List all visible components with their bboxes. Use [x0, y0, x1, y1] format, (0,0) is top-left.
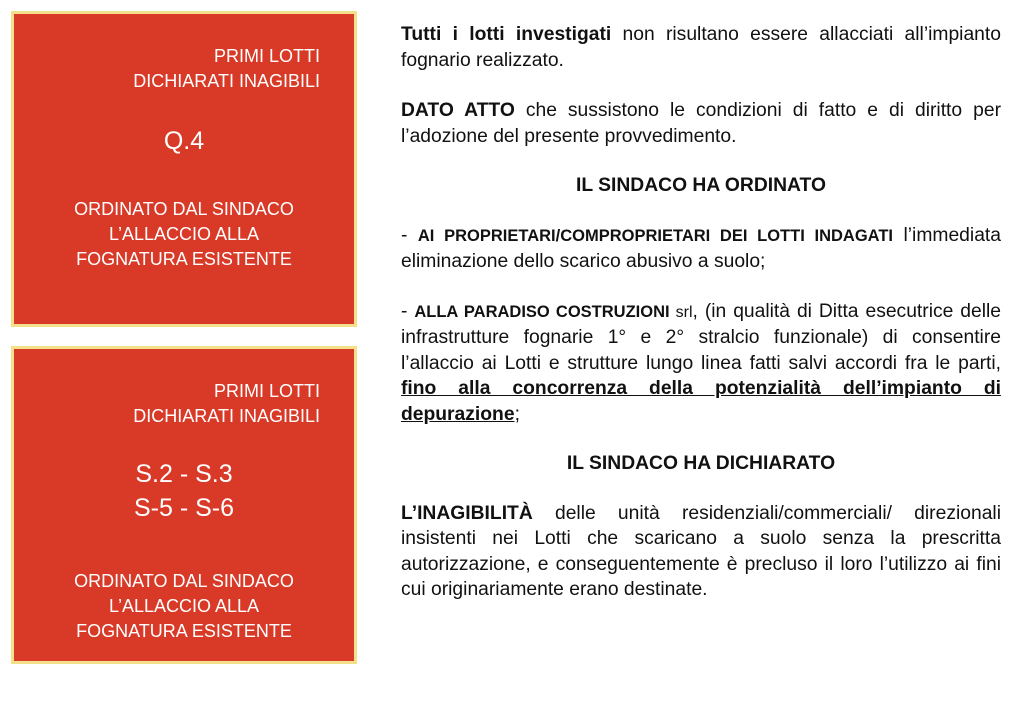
- box-order: ORDINATO DAL SINDACO L’ALLACCIO ALLA FOGNATURA ESISTENTE: [74, 571, 294, 641]
- order-item-proprietari: - AI PROPRIETARI/COMPROPRIETARI DEI LOTTI INDAGATI l’immediata eliminazione dello scarico abusivo a suolo;: [401, 224, 1001, 272]
- box-lots: Q.4: [163, 127, 205, 155]
- box-heading: PRIMI LOTTI DICHIARATI INAGIBILI: [133, 381, 320, 426]
- box-heading: PRIMI LOTTI DICHIARATI INAGIBILI: [133, 46, 320, 91]
- order-item-paradiso: - ALLA PARADISO COSTRUZIONI srl, (in qualità di Ditta esecutrice delle infrastrutture fognarie 1° e 2° stralcio funzionale) di consentire l’allaccio ai Lotti e strutture lungo linea fatti salvi accordi fra le parti, fino alla concorrenza della potenzialità dell’impianto di depurazione;: [401, 300, 1002, 425]
- paragraph-lotti: Tutti i lotti investigati non risultano essere allacciati all’impianto fognario realizzato.: [401, 24, 1001, 71]
- lot-box-s: [11, 346, 357, 664]
- lot-box-q4: [11, 11, 357, 327]
- box-order: ORDINATO DAL SINDACO L’ALLACCIO ALLA FOGNATURA ESISTENTE: [74, 199, 294, 269]
- box-lots: S.2 - S.3 S-5 - S-6: [133, 460, 235, 522]
- heading-ordinato: IL SINDACO HA ORDINATO: [576, 175, 826, 196]
- heading-dichiarato: IL SINDACO HA DICHIARATO: [566, 453, 836, 474]
- paragraph-inagibilita: L’INAGIBILITÀ delle unità residenziali/commerciali/ direzionali insistenti nei Lotti che scaricano a suolo senza la prescritta autorizzazione, e conseguentemente è precluso il loro l’utilizzo ai fini cui originariamente erano destinate.: [401, 502, 1001, 600]
- ordinance-text: [401, 22, 1001, 603]
- paragraph-dato-atto: DATO ATTO che sussistono le condizioni di fatto e di diritto per l’adozione del presente provvedimento.: [401, 100, 1001, 147]
